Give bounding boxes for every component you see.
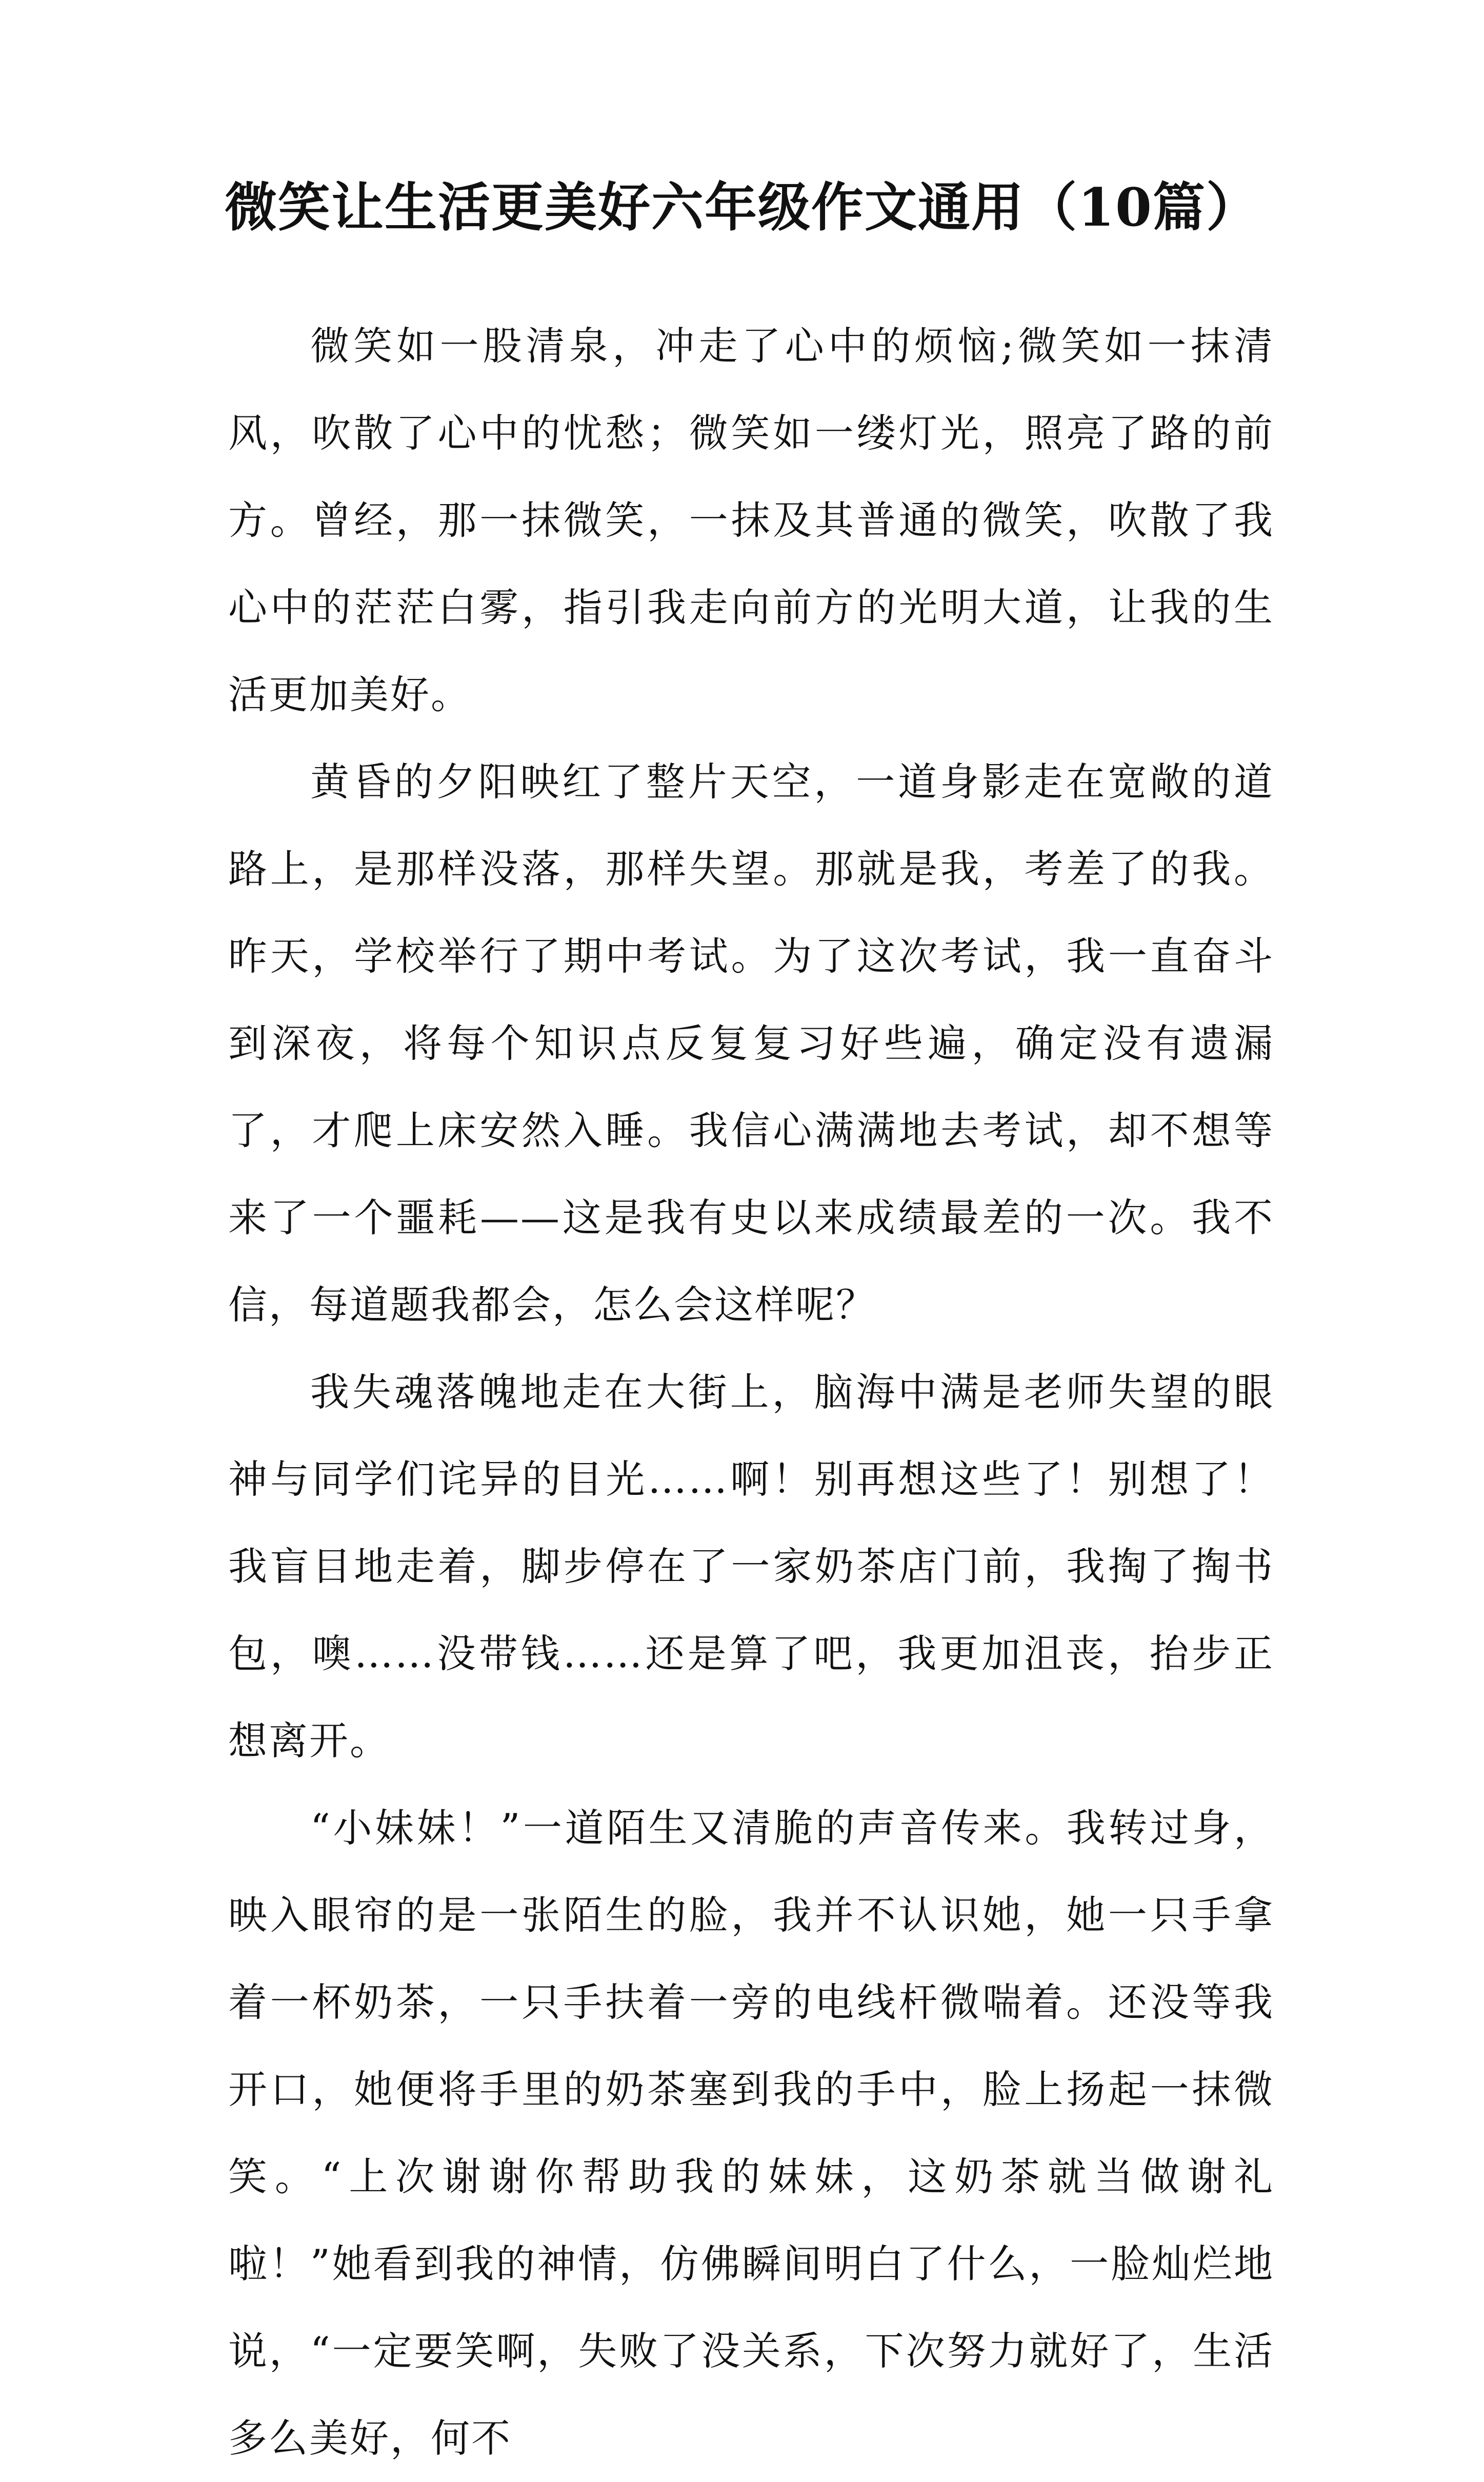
document-body: [228, 303, 1274, 2482]
paragraph-1: 微笑如一股清泉，冲走了心中的烦恼;微笑如一抹清风，吹散了心中的忧愁；微笑如一缕灯光，照亮了路的前方。曾经，那一抹微笑，一抹及其普通的微笑，吹散了我心中的茫茫白雾，指引我走向前方的光明大道，让我的生活更加美好。: [228, 323, 1274, 717]
paragraph-4: “小妹妹！”一道陌生又清脆的声音传来。我转过身，映入眼帘的是一张陌生的脸，我并不认识她，她一只手拿着一杯奶茶，一只手扶着一旁的电线杆微喘着。还没等我开口，她便将手里的奶茶塞到我的手中，脸上扬起一抹微笑。“上次谢谢你帮助我的妹妹，这奶茶就当做谢礼啦！”她看到我的神情，仿佛瞬间明白了什么，一脸灿烂地说，“一定要笑啊，失败了没关系，下次努力就好了，生活多么美好，何不: [228, 1805, 1274, 2461]
paragraph-2: 黄昏的夕阳映红了整片天空，一道身影走在宽敞的道路上，是那样没落，那样失望。那就是我，考差了的我。昨天，学校举行了期中考试。为了这次考试，我一直奋斗到深夜，将每个知识点反复复习好些遍，确定没有遗漏了，才爬上床安然入睡。我信心满满地去考试，却不想等来了一个噩耗——这是我有史以来成绩最差的一次。我不信，每道题我都会，怎么会这样呢？: [228, 759, 1274, 1328]
paragraph-3: 我失魂落魄地走在大街上，脑海中满是老师失望的眼神与同学们诧异的目光……啊！别再想这些了！别想了！我盲目地走着，脚步停在了一家奶茶店门前，我掏了掏书包，噢……没带钱……还是算了吧，我更加沮丧，抬步正想离开。: [228, 1369, 1274, 1764]
document-title: 微笑让生活更美好六年级作文通用（10篇）: [225, 177, 1259, 238]
